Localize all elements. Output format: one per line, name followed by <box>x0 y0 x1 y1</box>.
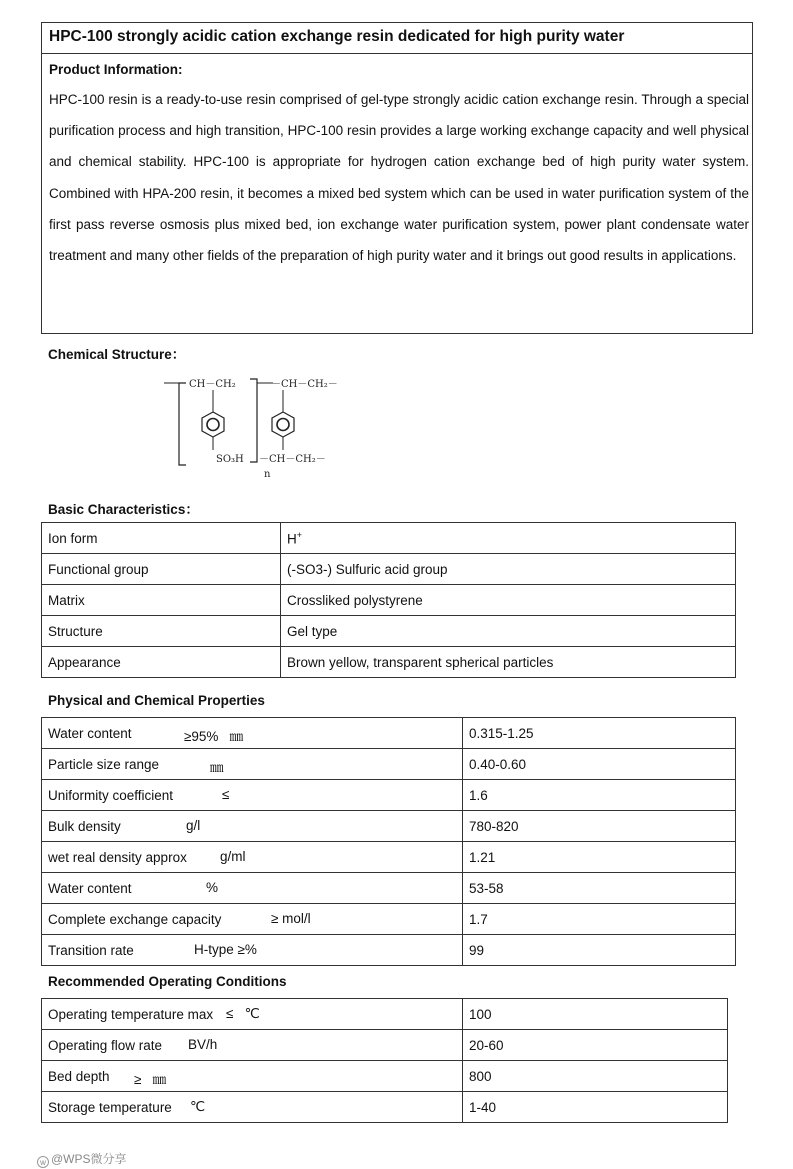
physical-value-cell: 0.315-1.25 <box>463 718 736 749</box>
wps-logo-icon: w <box>37 1156 49 1168</box>
operating-label: Storage temperature <box>48 1099 172 1115</box>
physical-label-cell <box>42 811 463 842</box>
page-title: HPC-100 strongly acidic cation exchange resin dedicated for high purity water <box>42 23 752 54</box>
physical-label: Bulk density <box>48 818 121 834</box>
physical-value-cell: 53-58 <box>463 873 736 904</box>
table-row <box>42 647 736 678</box>
physical-value-cell: 1.6 <box>463 780 736 811</box>
physical-label: wet real density approx <box>48 849 187 865</box>
operating-unit: ≤ ℃ <box>226 1006 260 1021</box>
operating-conditions-table <box>41 998 728 1123</box>
physical-label-cell <box>42 873 463 904</box>
basic-label-cell: Appearance <box>42 647 281 678</box>
physical-label-cell <box>42 904 463 935</box>
basic-value: Gel type <box>287 623 338 639</box>
operating-label-cell <box>42 1061 463 1092</box>
physical-unit: H-type ≥% <box>194 942 257 957</box>
chemical-structure-heading: Chemical Structure： <box>48 347 186 362</box>
basic-value: Brown yellow, transparent spherical particles <box>287 654 554 670</box>
physical-value-cell: 780-820 <box>463 811 736 842</box>
right-chain-label: －CH－CH₂－ <box>271 379 338 390</box>
table-row <box>42 1030 728 1061</box>
physical-label-cell <box>42 935 463 966</box>
operating-value-cell: 800 <box>463 1061 728 1092</box>
table-row <box>42 1061 728 1092</box>
physical-unit: ㎜ <box>210 760 224 775</box>
operating-label-cell <box>42 1030 463 1061</box>
basic-value: (-SO3-) Sulfuric acid group <box>287 561 448 577</box>
basic-label-cell: Structure <box>42 616 281 647</box>
physical-value-cell: 99 <box>463 935 736 966</box>
operating-conditions-heading: Recommended Operating Conditions <box>48 974 287 989</box>
basic-characteristics-heading: Basic Characteristics： <box>48 502 199 517</box>
physical-value-cell: 0.40-0.60 <box>463 749 736 780</box>
chemical-structure-diagram <box>160 374 345 482</box>
left-chain-label: CH－CH₂ <box>189 379 236 390</box>
physical-label: Uniformity coefficient <box>48 787 174 803</box>
operating-unit: ℃ <box>190 1099 206 1114</box>
physical-label-cell <box>42 749 463 780</box>
table-row <box>42 718 736 749</box>
basic-value-superscript: + <box>296 529 303 540</box>
product-info-label: Product Information: <box>49 62 183 77</box>
table-row <box>42 585 736 616</box>
table-row <box>42 935 736 966</box>
table-row <box>42 999 728 1030</box>
operating-label-cell <box>42 1092 463 1123</box>
physical-unit: ≥95% ㎜ <box>184 729 244 744</box>
physical-label: Water content <box>48 725 132 741</box>
table-row <box>42 749 736 780</box>
operating-value-cell: 1-40 <box>463 1092 728 1123</box>
physical-unit: ≤ <box>222 787 230 802</box>
basic-label-cell: Ion form <box>42 523 281 554</box>
table-row <box>42 523 736 554</box>
basic-value: Crossliked polystyrene <box>287 592 423 608</box>
basic-value-cell <box>281 523 736 554</box>
operating-label: Operating temperature max <box>48 1006 214 1022</box>
table-row <box>42 780 736 811</box>
physical-label: Water content <box>48 880 132 896</box>
operating-value-cell: 20-60 <box>463 1030 728 1061</box>
physical-unit: ≥ mol/l <box>271 911 311 926</box>
physical-label: Particle size range <box>48 756 160 772</box>
operating-unit: ≥ ㎜ <box>134 1072 167 1087</box>
operating-unit: BV/h <box>188 1037 218 1052</box>
basic-characteristics-table <box>41 522 736 678</box>
physical-label: Complete exchange capacity <box>48 911 222 927</box>
sulfonic-label: SO₃H <box>216 454 244 465</box>
physical-unit: % <box>206 880 219 895</box>
operating-value-cell: 100 <box>463 999 728 1030</box>
basic-label-cell: Matrix <box>42 585 281 616</box>
table-row <box>42 904 736 935</box>
operating-label-cell <box>42 999 463 1030</box>
physical-unit: g/ml <box>220 849 246 864</box>
product-info-box <box>41 22 753 334</box>
basic-value: H <box>287 531 297 547</box>
physical-label-cell <box>42 780 463 811</box>
physical-properties-heading: Physical and Chemical Properties <box>48 693 265 708</box>
physical-label: Transition rate <box>48 942 134 958</box>
table-row <box>42 1092 728 1123</box>
crosslink-label: －CH－CH₂－ <box>259 454 326 465</box>
operating-label: Bed depth <box>48 1068 110 1084</box>
physical-properties-table <box>41 717 736 966</box>
table-row <box>42 873 736 904</box>
operating-label: Operating flow rate <box>48 1037 163 1053</box>
basic-value-cell <box>281 585 736 616</box>
physical-value-cell: 1.21 <box>463 842 736 873</box>
wps-watermark-text: @WPS微分享 <box>51 1152 127 1166</box>
physical-label-cell <box>42 842 463 873</box>
table-row <box>42 811 736 842</box>
table-row <box>42 842 736 873</box>
physical-unit: g/l <box>186 818 201 833</box>
repeat-subscript: n <box>264 469 271 480</box>
wps-watermark <box>37 1150 127 1168</box>
product-info-text: HPC-100 resin is a ready-to-use resin comprised of gel-type strongly acidic cation exchange resin. Through a special purification process and high transition, HPC-100 resin provides a large working exchange capacity and well physical and chemical stability. HPC-100 is appropriate for hydrogen cation exchange bed of high purity water system. Combined with HPA-200 resin, it becomes a mixed bed system which can be used in water purification system of the first pass reverse osmosis plus mixed bed, ion exchange water purification system, power plant condensate water treatment and many other fields of the preparation of high purity water and it brings out good results in applications. <box>49 92 749 264</box>
physical-value-cell: 1.7 <box>463 904 736 935</box>
basic-label-cell: Functional group <box>42 554 281 585</box>
basic-value-cell <box>281 616 736 647</box>
table-row <box>42 554 736 585</box>
basic-value-cell <box>281 554 736 585</box>
basic-value-cell <box>281 647 736 678</box>
table-row <box>42 616 736 647</box>
physical-label-cell <box>42 718 463 749</box>
